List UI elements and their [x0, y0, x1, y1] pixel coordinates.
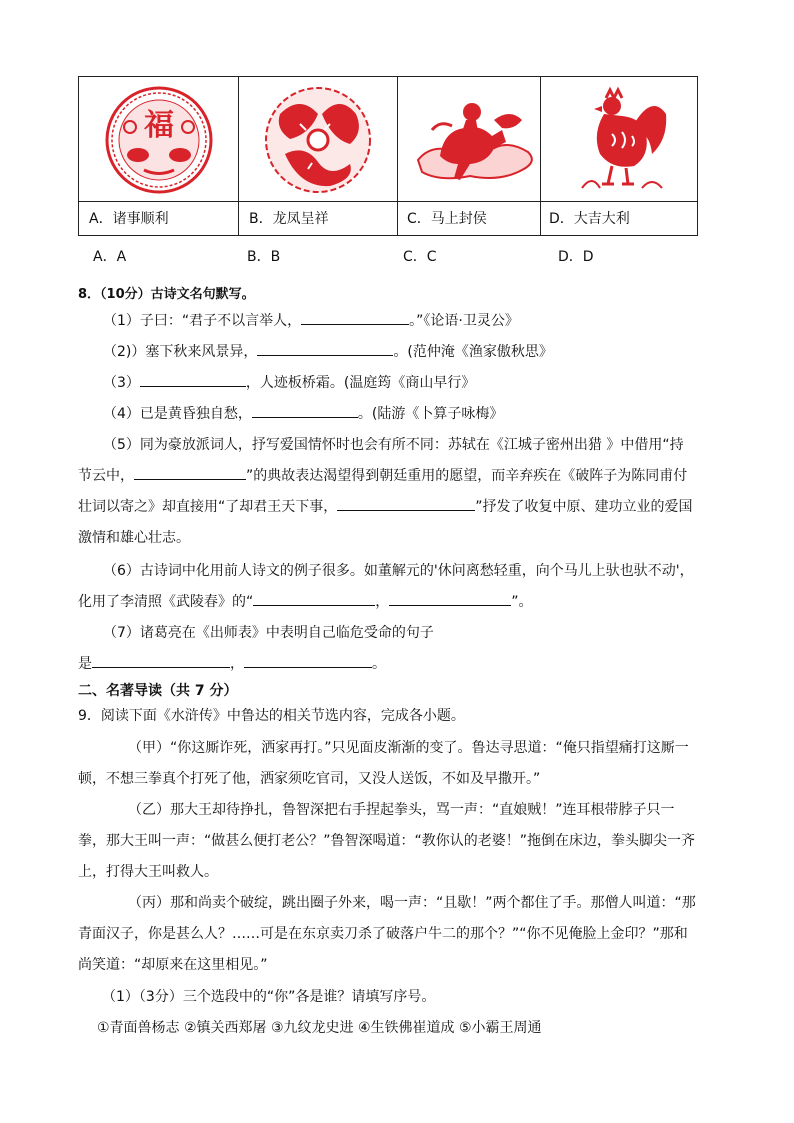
- q8-line-4: （4）已是黄昏独自愁， 。(陆游《卜算子咏梅》: [103, 403, 503, 423]
- monkey-horse-papercut-image: [400, 83, 550, 197]
- svg-text:福: 福: [144, 108, 174, 143]
- subquestion-1: （1）（3分）三个选段中的“你”各是谁？请填写序号。: [102, 989, 436, 1005]
- rooster-papercut-image: [547, 83, 697, 197]
- q8-line-5d: 激情和雄心壮志。: [78, 530, 190, 546]
- answer-blank-2[interactable]: [257, 341, 393, 356]
- q8-line-2: （2)）塞下秋来风景异， 。(范仲淹《渔家傲秋思》: [103, 341, 553, 361]
- q8-line-5c: 壮词以寄之》却直接用“了却君王天下事， ”抒发了收复中原、建功立业的爱国: [78, 496, 693, 516]
- answer-blank-10[interactable]: [244, 653, 372, 668]
- q8-line-6a: （6）古诗词中化用前人诗文的例子很多。如董解元的'休问离愁轻重，向个马儿上驮也驮不动'，: [103, 563, 694, 579]
- option-label-c: C．马上封侯: [407, 211, 487, 227]
- section-2-heading: 二、名著导读（共 7 分）: [78, 683, 238, 699]
- q8-line-5b: 节云中， ”的典故表达渴望得到朝廷重用的愿望，而辛弃疾在《破阵子为陈同甫付: [78, 465, 687, 485]
- passage-jia-line-1: （甲）“你这厮诈死，洒家再打。”只见面皮渐渐的变了。鲁达寻思道：“俺只指望痛打这厮一: [128, 740, 689, 756]
- fu-papercut-image: [84, 83, 234, 197]
- answer-option-a[interactable]: A．A: [93, 249, 127, 265]
- q8-line-3: （3） ，人迹板桥霜。(温庭筠《商山早行》: [103, 372, 475, 392]
- answer-choices: ①青面兽杨志 ②镇关西郑屠 ③九纹龙史进 ④生铁佛崔道成 ⑤小霸王周通: [97, 1020, 542, 1036]
- passage-yi-line-1: （乙）那大王却待挣扎，鲁智深把右手捏起拳头，骂一声：“直娘贼！”连耳根带脖子只一: [128, 802, 675, 818]
- q8-line-7a: （7）诸葛亮在《出师表》中表明自己临危受命的句子: [103, 625, 434, 641]
- dragon-phoenix-papercut-image: [243, 83, 393, 197]
- answer-blank-7[interactable]: [253, 591, 375, 606]
- q8-line-6b: 化用了李清照《武陵春》的“ ， ”。: [78, 591, 533, 611]
- answer-option-d[interactable]: D．D: [558, 249, 594, 265]
- q8-line-1: （1）子曰：“君子不以言举人， 。”《论语·卫灵公》: [103, 310, 519, 330]
- passage-yi-line-2: 拳，那大王叫一声：“做甚么便打老公？”鲁智深喝道：“教你认的老婆！”拖倒在床边，拳头脚尖一齐: [78, 833, 696, 849]
- q8-line-7b: 是 ， 。: [78, 653, 386, 673]
- question-9-header: 9．阅读下面《水浒传》中鲁达的相关节选内容，完成各小题。: [78, 708, 465, 724]
- answer-option-c[interactable]: C．C: [403, 249, 437, 265]
- passage-bing-line-3: 尚笑道：“却原来在这里相见。”: [78, 957, 268, 973]
- passage-bing-line-1: （丙）那和尚卖个破绽，跳出圈子外来，喝一声：“且歇！”两个都住了手。那僧人叫道：“那: [128, 895, 696, 911]
- answer-blank-1[interactable]: [301, 310, 409, 325]
- q8-line-5a: （5）同为豪放派词人，抒写爱国情怀时也会有所不同：苏轼在《江城子密州出猎 》中借用“持: [103, 437, 684, 453]
- answer-blank-3[interactable]: [140, 372, 246, 387]
- papercut-table: [78, 76, 698, 236]
- answer-blank-4[interactable]: [252, 403, 358, 418]
- answer-blank-5[interactable]: [134, 465, 246, 480]
- question-8-header: 8．（10分）古诗文名句默写。: [78, 287, 255, 302]
- passage-yi-line-3: 上，打得大王叫救人。: [78, 864, 218, 880]
- passage-jia-line-2: 顿，不想三拳真个打死了他，洒家须吃官司，又没人送饭，不如及早撒开。”: [78, 771, 541, 787]
- option-label-b: B．龙凤呈祥: [249, 211, 329, 227]
- option-label-a: A．诸事顺利: [89, 211, 169, 227]
- answer-blank-9[interactable]: [92, 653, 230, 668]
- answer-blank-6[interactable]: [337, 496, 475, 511]
- answer-blank-8[interactable]: [389, 591, 511, 606]
- option-label-d: D．大吉大利: [549, 211, 630, 227]
- answer-option-b[interactable]: B．B: [247, 249, 281, 265]
- passage-bing-line-2: 青面汉子，你是甚么人？……可是在东京卖刀杀了破落户牛二的那个？”“你不见俺脸上金印？”那和: [78, 926, 688, 942]
